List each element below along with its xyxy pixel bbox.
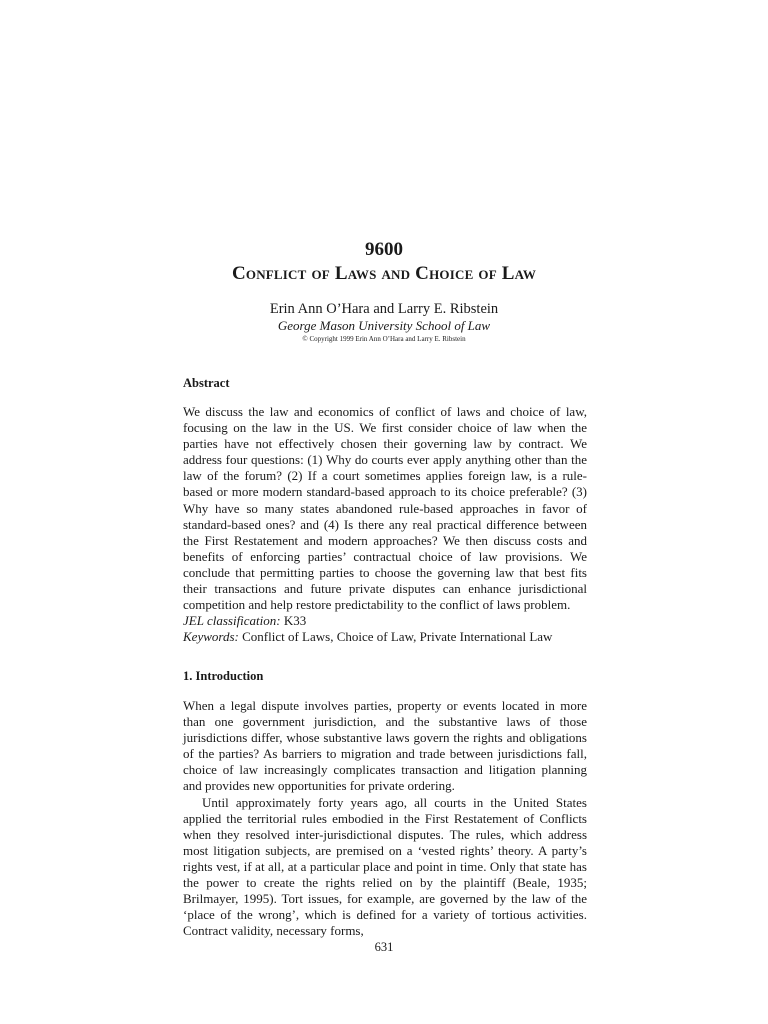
introduction-heading: 1. Introduction (183, 669, 264, 683)
jel-label: JEL classification: (183, 613, 281, 629)
copyright-notice: © Copyright 1999 Erin Ann O’Hara and Larry E. Ribstein (302, 335, 466, 343)
jel-value: K33 (280, 613, 307, 629)
introduction-body (183, 698, 587, 939)
abstract-section-header (183, 375, 587, 391)
authors: Erin Ann O’Hara and Larry E. Ribstein (269, 301, 499, 317)
keywords (183, 629, 587, 645)
jel-classification (183, 613, 587, 629)
keywords-value: Conflict of Laws, Choice of Law, Private International Law (238, 629, 553, 645)
abstract-heading: Abstract (183, 376, 230, 390)
keywords-label: Keywords: (183, 629, 239, 645)
page-number: 631 (374, 940, 394, 954)
abstract-body (183, 404, 587, 645)
chapter-number: 9600 (365, 239, 403, 260)
abstract-text: We discuss the law and economics of conflict of laws and choice of law, focusing on the law in the US. We first consider choice of law when the parties have not effectively chosen their governing law by contract. We address four questions: (1) Why do courts ever apply anything other than the law of the forum? (2) If a court sometimes applies foreign law, is a rule-based or more modern standard-based approach to its choice preferable? (3) Why have so many states abandoned rule-based approaches in favor of standard-based ones? and (4) Is there any real practical difference between the First Restatement and modern approaches? We then discuss costs and benefits of enforcing parties’ contractual choice of law provisions. We conclude that permitting parties to choose the governing law that best fits their transactions and future private disputes can enhance jurisdictional competition and help restore predictability to the conflict of laws problem. (183, 404, 587, 613)
introduction-paragraph-1: When a legal dispute involves parties, property or events located in more than one government jurisdiction, and the substantive laws of those jurisdictions differ, whose substantive laws govern the rights and obligations of the parties? As barriers to migration and trade between jurisdictions fall, choice of law increasingly complicates transaction and litigation planning and provides new opportunities for private ordering. (183, 698, 587, 794)
introduction-paragraph-2: Until approximately forty years ago, all courts in the United States applied the territorial rules embodied in the First Restatement of Conflicts when they resolved inter-jurisdictional disputes. The rules, which address most litigation subjects, are premised on a ‘vested rights’ theory. A party’s rights vest, if at all, at a particular place and point in time. Only that state has the power to create the rights relied on by the plaintiff (Beale, 1935; Brilmayer, 1995). Tort issues, for example, are governed by the law of the ‘place of the wrong’, which is defined for a variety of tortious activities. Contract validity, necessary forms, (183, 794, 587, 939)
chapter-title: Conflict of Laws and Choice of Law (231, 263, 537, 284)
introduction-section-header (183, 668, 587, 684)
affiliation: George Mason University School of Law (277, 318, 491, 333)
